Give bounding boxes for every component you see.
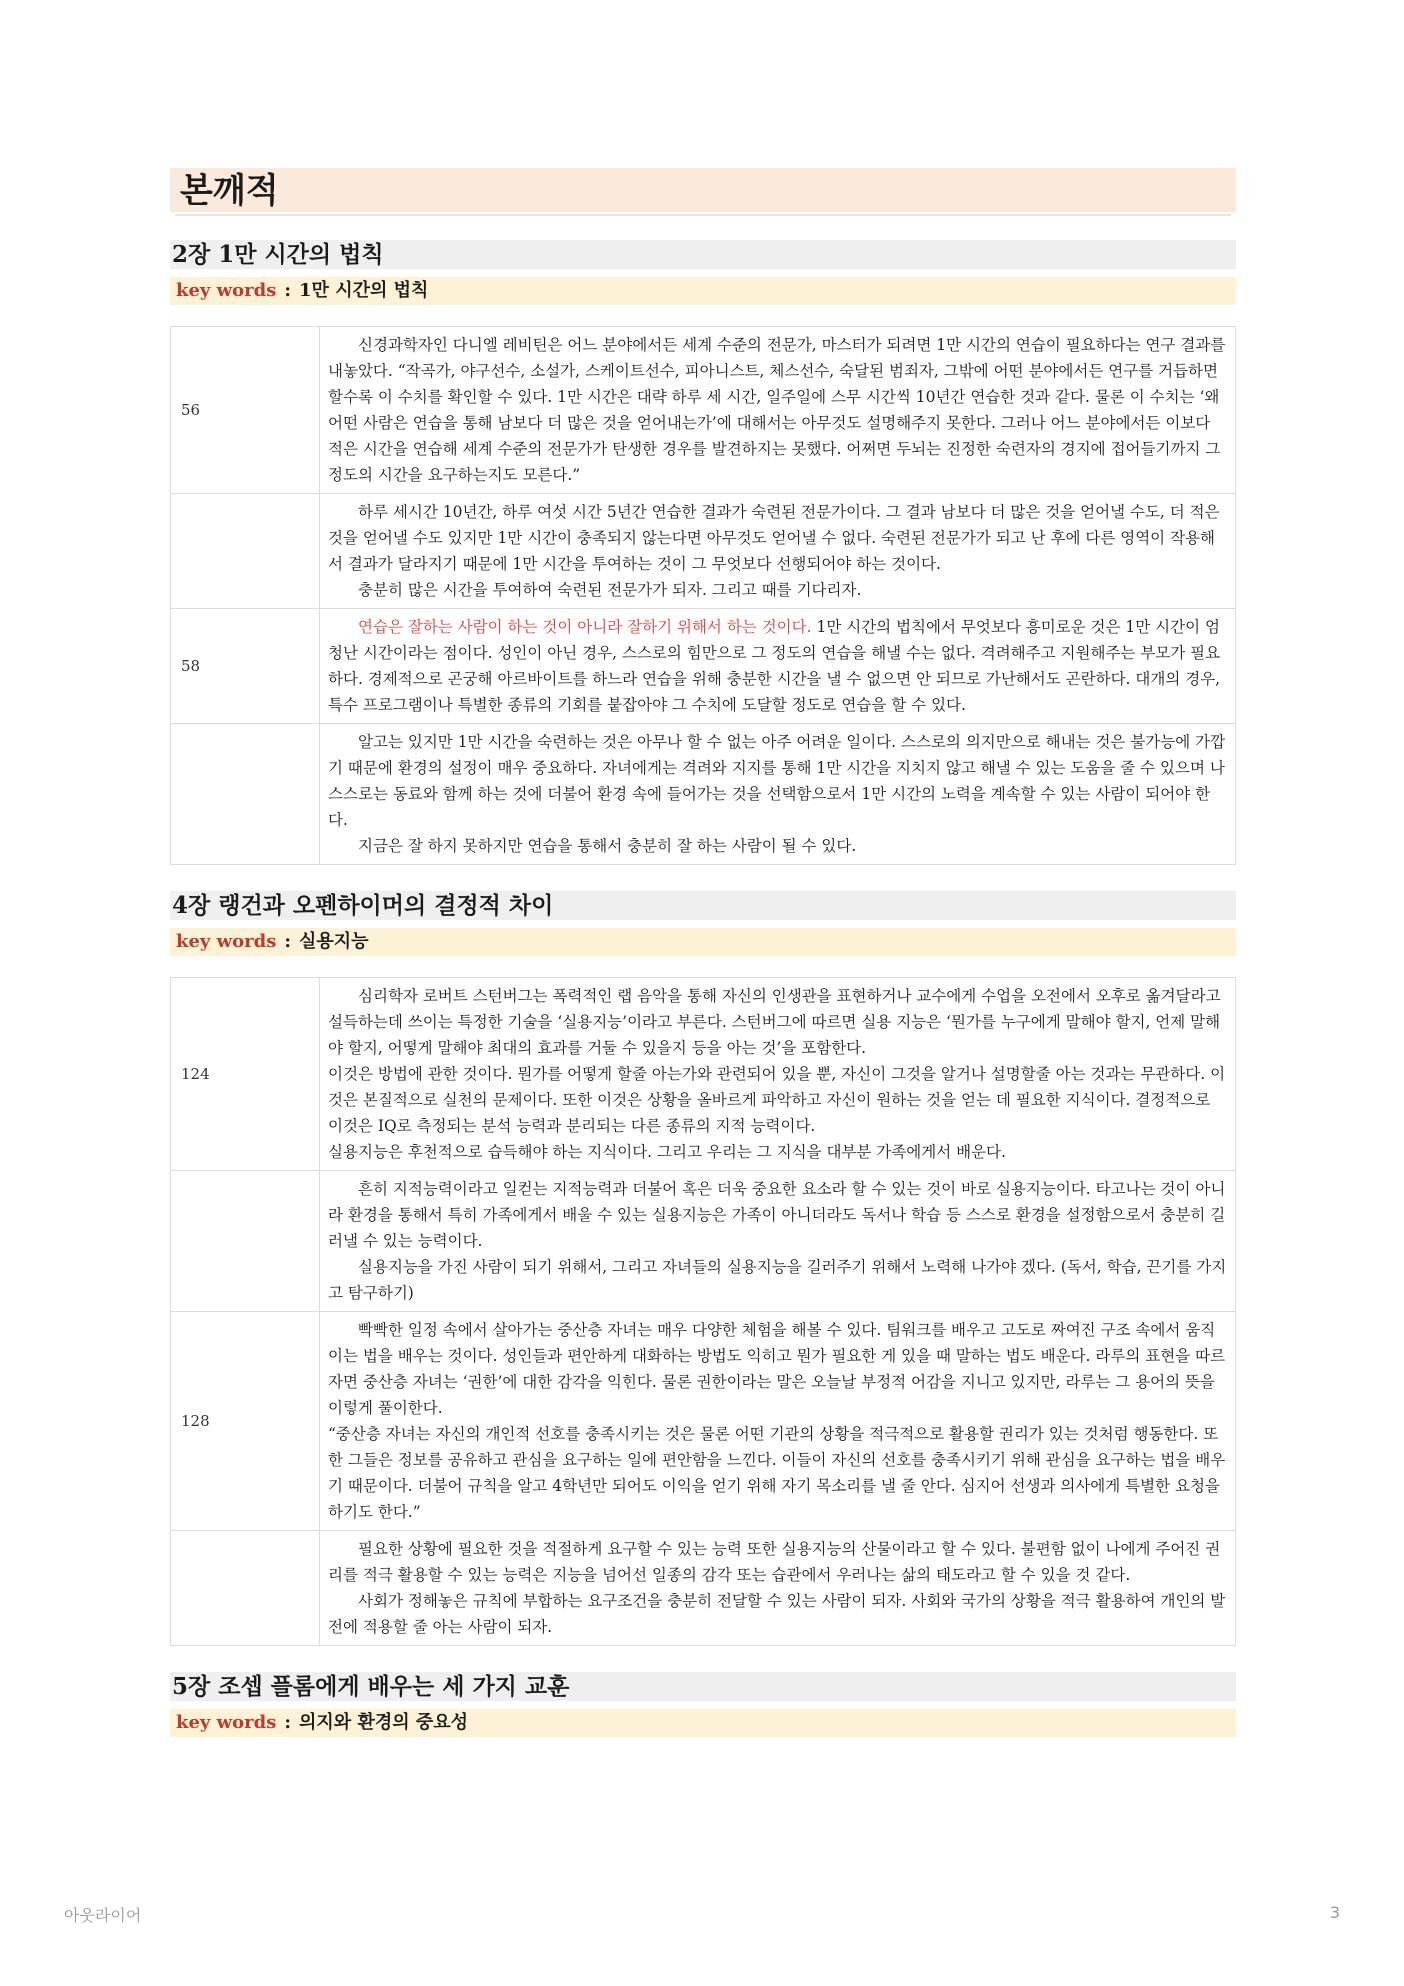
chapter-heading: 4장 랭건과 오펜하이머의 결정적 차이 xyxy=(170,891,1236,920)
keywords-value: 1만 시간의 법칙 xyxy=(299,280,429,301)
keywords-separator: : xyxy=(284,931,292,952)
page-number-cell xyxy=(171,1531,320,1646)
keywords-bar xyxy=(170,277,1236,305)
paragraph-text: 사회가 정해놓은 규칙에 부합하는 요구조건을 충분히 전달할 수 있는 사람이 되자. 사회와 국가의 상황을 적극 활용하여 개인의 발전에 적용할 줄 아는 사람이 되자. xyxy=(328,1592,1226,1636)
note-paragraph xyxy=(328,499,1227,577)
note-paragraph xyxy=(328,332,1227,488)
note-paragraph xyxy=(328,1139,1227,1165)
keywords-value: 의지와 환경의 중요성 xyxy=(299,1712,469,1733)
note-paragraph xyxy=(328,1421,1227,1525)
note-body-cell xyxy=(320,1171,1236,1312)
page-number-cell xyxy=(171,724,320,865)
note-body-cell xyxy=(320,724,1236,865)
note-paragraph xyxy=(328,577,1227,603)
note-body-cell xyxy=(320,609,1236,724)
note-paragraph xyxy=(328,614,1227,718)
paragraph-text: 실용지능은 후천적으로 습득해야 하는 지식이다. 그리고 우리는 그 지식을 대부분 가족에게서 배운다. xyxy=(328,1143,1006,1161)
chapter-section xyxy=(170,891,1236,1646)
keywords-label: key words xyxy=(176,931,277,952)
page-number-cell: 128 xyxy=(171,1312,320,1531)
note-paragraph xyxy=(328,1176,1227,1254)
keywords-bar xyxy=(170,928,1236,956)
page-title: 본깨적 xyxy=(170,168,1236,214)
table-row xyxy=(171,1171,1236,1312)
page-number-cell xyxy=(171,494,320,609)
note-body-cell xyxy=(320,327,1236,494)
note-body-cell xyxy=(320,978,1236,1171)
note-paragraph xyxy=(328,1317,1227,1421)
paragraph-text: 신경과학자인 다니엘 레비틴은 어느 분야에서든 세계 수준의 전문가, 마스터가 되려면 1만 시간의 연습이 필요하다는 연구 결과를 내놓았다. “작곡가, 야구선수, 소설가, 스케이트선수, 피아니스트, 체스선수, 숙달된 범죄자, 그밖에 어떤 분야에서든 연구를 거듭하면 할수록 이 수치를 확인할 수 있다. 1만 시간은 대략 하루 세 시간, 일주일에 스무 시간씩 10년간 연습한 것과 같다. 물론 이 수치는 ‘왜 어떤 사람은 연습을 통해 남보다 더 많은 것을 얻어내는가’에 대해서는 아무것도 설명해주지 못한다. 그러나 어느 분야에서든 이보다 적은 시간을 연습해 세계 수준의 전문가가 탄생한 경우를 발견하지는 못했다. 어쩌면 두뇌는 진정한 숙련자의 경지에 접어들기까지 그 정도의 시간을 요구하는지도 모른다.” xyxy=(328,336,1226,484)
note-body-cell xyxy=(320,494,1236,609)
table-row xyxy=(171,494,1236,609)
table-row xyxy=(171,724,1236,865)
table-row xyxy=(171,609,1236,724)
paragraph-text: 알고는 있지만 1만 시간을 숙련하는 것은 아무나 할 수 없는 아주 어려운 일이다. 스스로의 의지만으로 해내는 것은 불가능에 가깝기 때문에 환경의 설정이 매우 중요하다. 자녀에게는 격려와 지지를 통해 1만 시간을 지치지 않고 해낼 수 있는 도움을 줄 수 있으며 나 스스로는 동료와 함께 하는 것에 더불어 환경 속에 들어가는 것을 선택함으로서 1만 시간의 노력을 계속할 수 있는 사람이 되어야 한다. xyxy=(328,733,1226,829)
paragraph-text: 흔히 지적능력이라고 일컫는 지적능력과 더불어 혹은 더욱 중요한 요소라 할 수 있는 것이 바로 실용지능이다. 타고나는 것이 아니라 환경을 통해서 특히 가족에게서 배울 수 있는 실용지능은 가족이 아니더라도 독서나 학습 등 스스로 환경을 설정함으로서 충분히 길러낼 수 있는 능력이다. xyxy=(328,1180,1226,1250)
note-paragraph xyxy=(328,833,1227,859)
document-content xyxy=(170,168,1236,1737)
chapter-heading: 2장 1만 시간의 법칙 xyxy=(170,240,1236,269)
chapter-heading: 5장 조셉 플롬에게 배우는 세 가지 교훈 xyxy=(170,1672,1236,1701)
note-body-cell xyxy=(320,1531,1236,1646)
note-paragraph xyxy=(328,729,1227,833)
note-paragraph xyxy=(328,1536,1227,1588)
footer-book-title: 아웃라이어 xyxy=(64,1906,142,1925)
notes-table xyxy=(170,977,1236,1646)
chapter-section xyxy=(170,240,1236,865)
paragraph-text: 필요한 상황에 필요한 것을 적절하게 요구할 수 있는 능력 또한 실용지능의 산물이라고 할 수 있다. 불편함 없이 나에게 주어진 권리를 적극 활용할 수 있는 능력은 지능을 넘어선 일종의 감각 또는 습관에서 우러나는 삶의 태도라고 할 수 있을 것 같다. xyxy=(328,1540,1221,1584)
keywords-value: 실용지능 xyxy=(299,931,369,952)
keywords-bar xyxy=(170,1709,1236,1737)
paragraph-text: 하루 세시간 10년간, 하루 여섯 시간 5년간 연습한 결과가 숙련된 전문가이다. 그 결과 남보다 더 많은 것을 얻어낼 수도, 더 적은 것을 얻어낼 수도 있지만 1만 시간이 충족되지 않는다면 아무것도 얻어낼 수 없다. 숙련된 전문가가 되고 난 후에 다른 영역이 작용해서 결과가 달라지기 때문에 1만 시간을 투여하는 것이 그 무엇보다 선행되어야 하는 것이다. xyxy=(328,503,1220,573)
paragraph-text: 실용지능을 가진 사람이 되기 위해서, 그리고 자녀들의 실용지능을 길러주기 위해서 노력해 나가야 겠다. (독서, 학습, 끈기를 가지고 탐구하기) xyxy=(328,1258,1227,1302)
table-row xyxy=(171,978,1236,1171)
highlighted-quote: 연습은 잘하는 사람이 하는 것이 아니라 잘하기 위해서 하는 것이다. xyxy=(358,618,812,636)
note-paragraph xyxy=(328,1588,1227,1640)
paragraph-text: “중산층 자녀는 자신의 개인적 선호를 충족시키는 것은 물론 어떤 기관의 상황을 적극적으로 활용할 권리가 있는 것처럼 행동한다. 또한 그들은 정보를 공유하고 관심을 요구하는 일에 편안함을 느낀다. 이들이 자신의 선호를 충족시키기 위해 관심을 요구하는 법을 배우기 때문이다. 더불어 규칙을 알고 4학년만 되어도 이익을 얻기 위해 자기 목소리를 낼 줄 안다. 심지어 선생과 의사에게 특별한 요청을 하기도 한다.” xyxy=(328,1425,1226,1521)
table-row xyxy=(171,327,1236,494)
page-number-cell xyxy=(171,1171,320,1312)
chapter-section xyxy=(170,1672,1236,1737)
paragraph-text: 지금은 잘 하지 못하지만 연습을 통해서 충분히 잘 하는 사람이 될 수 있다. xyxy=(358,837,857,855)
footer-page-number: 3 xyxy=(1329,1903,1340,1922)
keywords-label: key words xyxy=(176,1712,277,1733)
paragraph-text: 1만 시간의 법칙에서 무엇보다 흥미로운 것은 1만 시간이 엄청난 시간이라는 점이다. 성인이 아닌 경우, 스스로의 힘만으로 그 정도의 연습을 해낼 수는 없다. 격려해주고 지원해주는 부모가 필요하다. 경제적으로 곤궁해 아르바이트를 하느라 연습을 위해 충분한 시간을 낼 수 없으면 안 되므로 가난해서도 곤란하다. 대개의 경우, 특수 프로그램이나 특별한 종류의 기회를 붙잡아야 그 수치에 도달할 정도로 연습을 할 수 있다. xyxy=(328,618,1221,714)
table-row xyxy=(171,1531,1236,1646)
note-body-cell xyxy=(320,1312,1236,1531)
paragraph-text: 충분히 많은 시간을 투여하여 숙련된 전문가가 되자. 그리고 때를 기다리자. xyxy=(358,581,862,599)
keywords-separator: : xyxy=(284,1712,292,1733)
paragraph-text: 빡빡한 일정 속에서 살아가는 중산층 자녀는 매우 다양한 체험을 해볼 수 있다. 팀워크를 배우고 고도로 짜여진 구조 속에서 움직이는 법을 배우는 것이다. 성인들과 편안하게 대화하는 방법도 익히고 뭔가 필요한 게 있을 때 말하는 법도 배운다. 라루의 표현을 따르자면 중산층 자녀는 ‘권한’에 대한 감각을 익힌다. 물론 권한이라는 말은 오늘날 부정적 어감을 지니고 있지만, 라루는 그 용어의 뜻을 이렇게 풀이한다. xyxy=(328,1321,1226,1417)
page-number-cell: 58 xyxy=(171,609,320,724)
note-paragraph xyxy=(328,1254,1227,1306)
table-row xyxy=(171,1312,1236,1531)
notes-table xyxy=(170,326,1236,865)
note-paragraph xyxy=(328,983,1227,1061)
page-number-cell: 124 xyxy=(171,978,320,1171)
page-number-cell: 56 xyxy=(171,327,320,494)
keywords-separator: : xyxy=(284,280,292,301)
keywords-label: key words xyxy=(176,280,277,301)
paragraph-text: 이것은 방법에 관한 것이다. 뭔가를 어떻게 할줄 아는가와 관련되어 있을 뿐, 자신이 그것을 알거나 설명할줄 아는 것과는 무관하다. 이것은 본질적으로 실천의 문제이다. 또한 이것은 상황을 올바르게 파악하고 자신이 원하는 것을 얻는 데 필요한 지식이다. 결정적으로 이것은 IQ로 측정되는 분석 능력과 분리되는 다른 종류의 지적 능력이다. xyxy=(328,1065,1226,1135)
paragraph-text: 심리학자 로버트 스턴버그는 폭력적인 랩 음악을 통해 자신의 인생관을 표현하거나 교수에게 수업을 오전에서 오후로 옮겨달라고 설득하는데 쓰이는 특정한 기술을 ‘실용지능’이라고 부른다. 스턴버그에 따르면 실용 지능은 ‘뭔가를 누구에게 말해야 할지, 언제 말해야 할지, 어떻게 말해야 최대의 효과를 거둘 수 있을지 등을 아는 것’을 포함한다. xyxy=(328,987,1221,1057)
note-paragraph xyxy=(328,1061,1227,1139)
chapter-list xyxy=(170,240,1236,1737)
